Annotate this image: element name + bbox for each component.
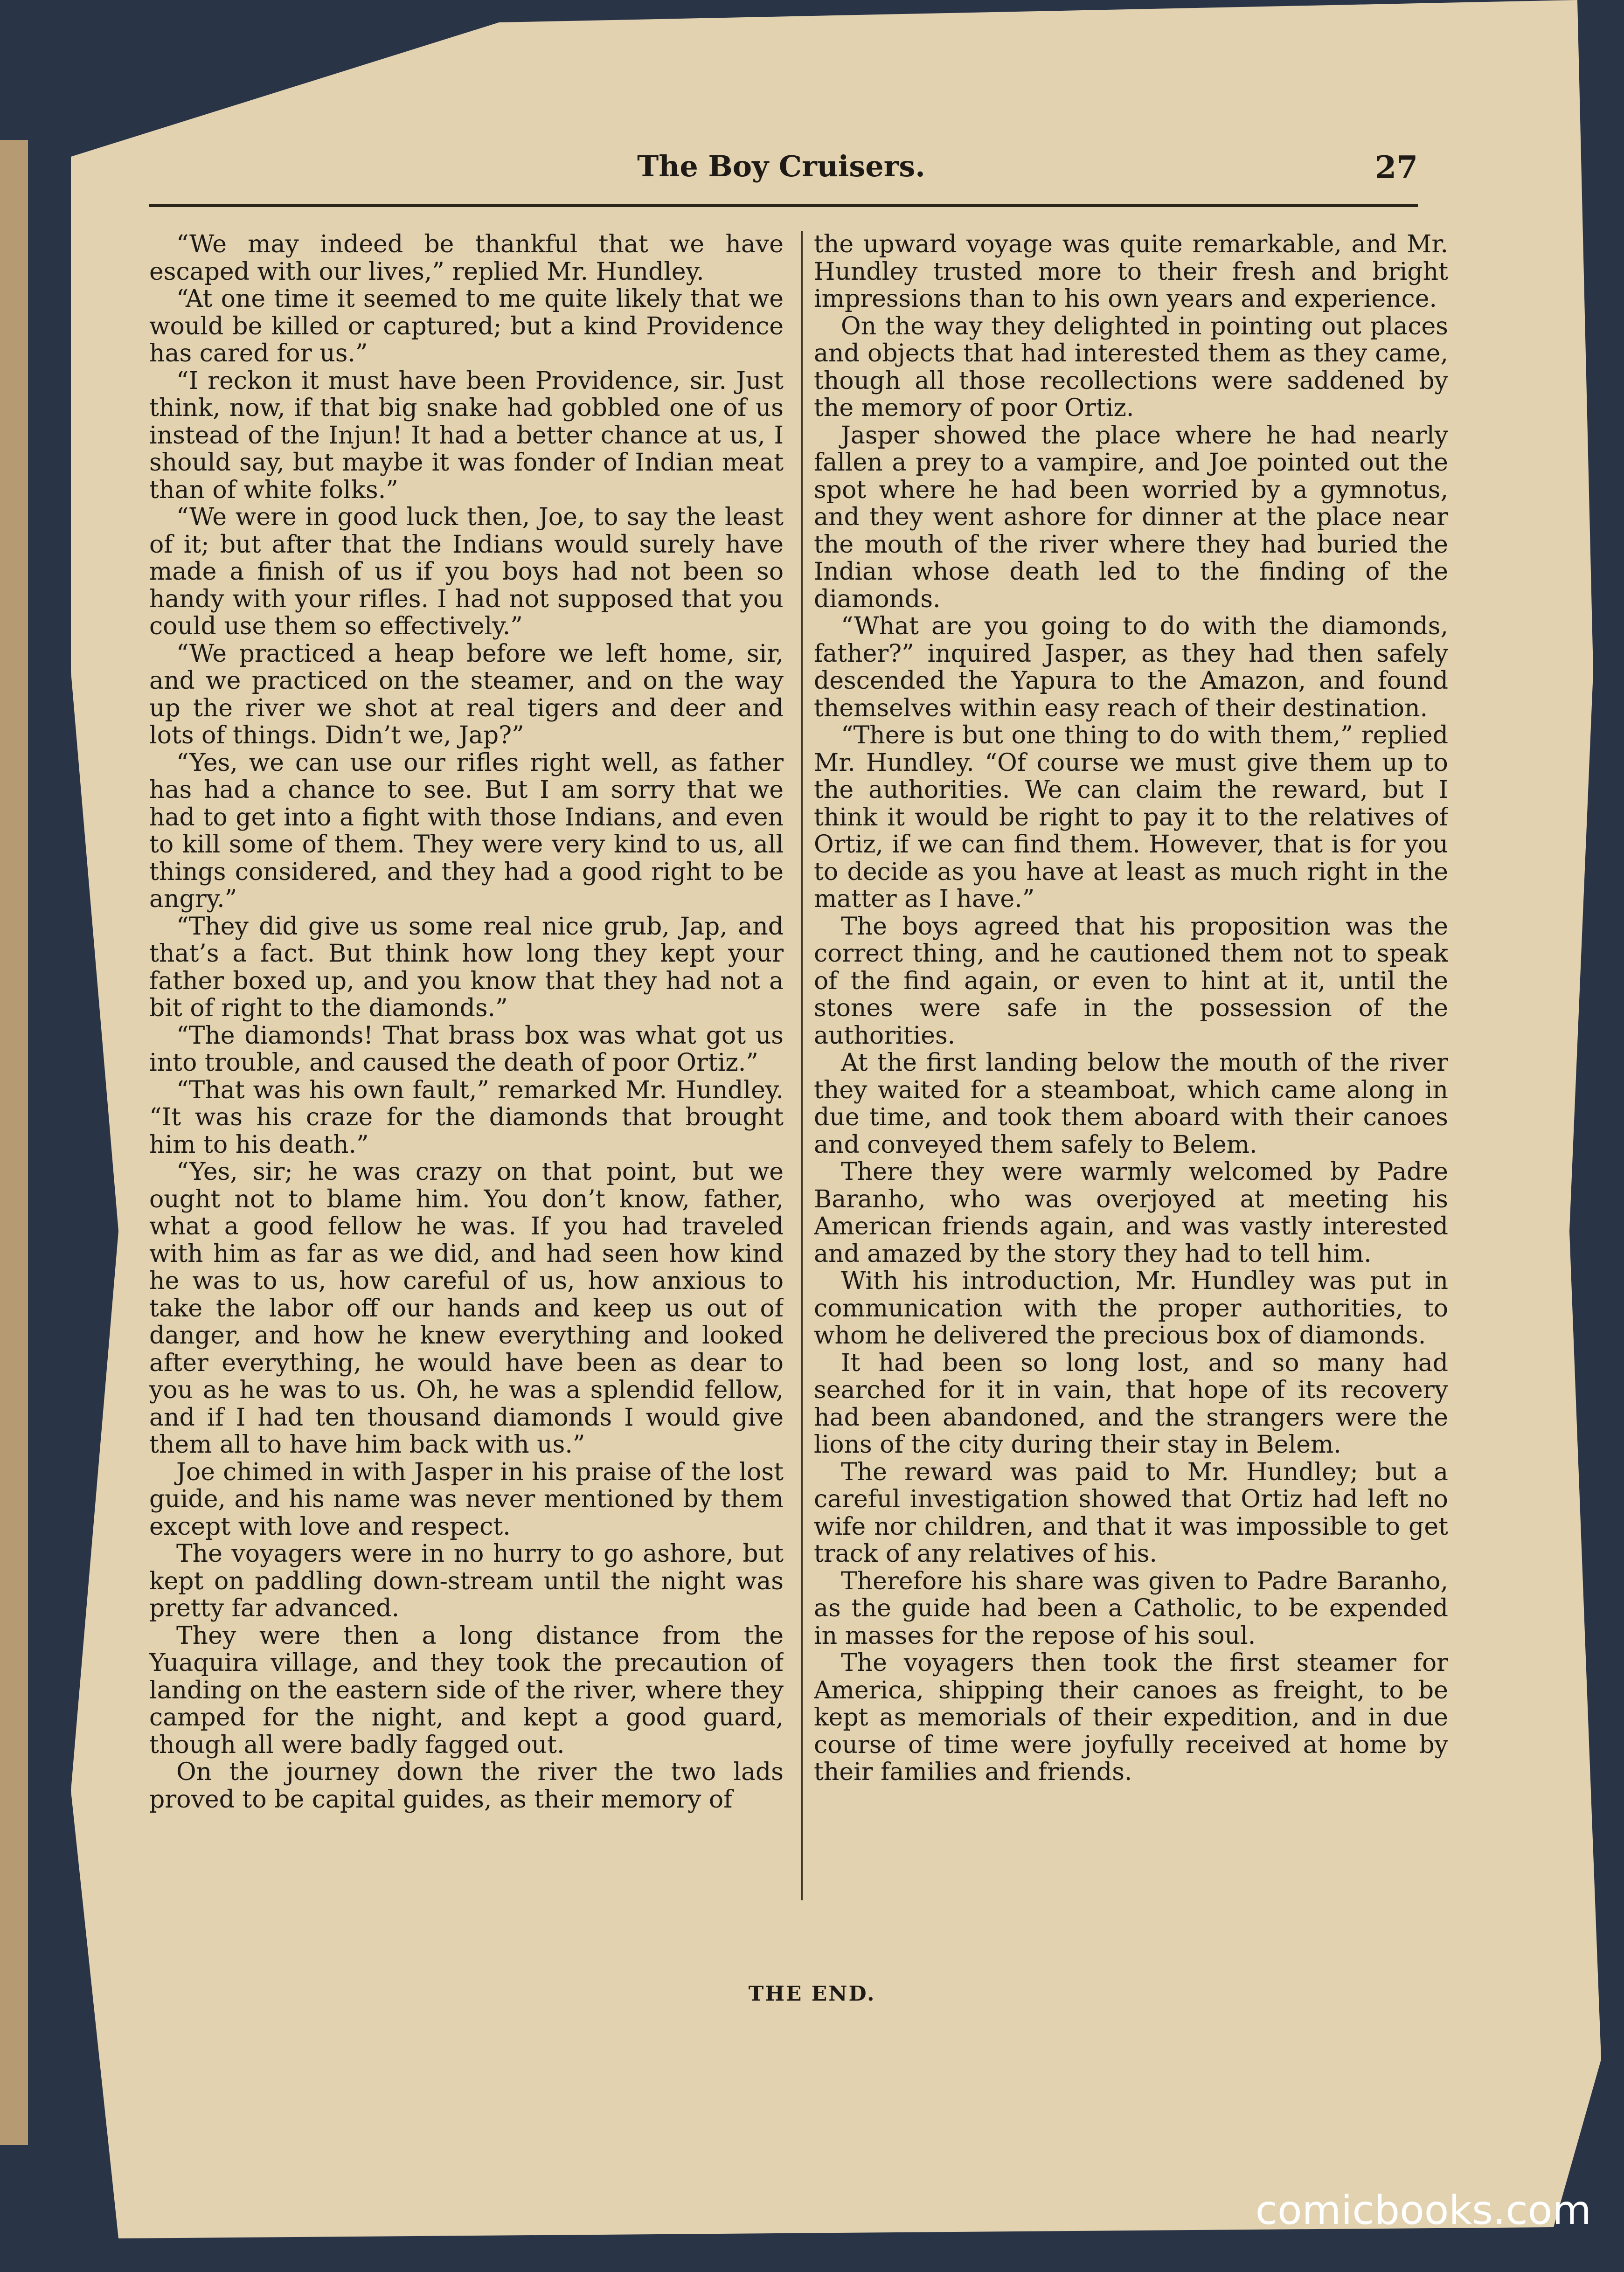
paragraph: With his introduction, Mr. Hundley was put in communication with the proper authorities, to whom he delivered the precious box of diamonds. (814, 1267, 1448, 1350)
paragraph: At the first landing below the mouth of the river they waited for a steamboat, which came along in due time, and took them aboard with their canoes and conveyed them safely to Belem. (814, 1049, 1448, 1159)
paragraph: Jasper showed the place where he had nearly fallen a prey to a vampire, and Joe pointed out the spot where he had been worried by a gymnotus, and they went ashore for dinner at the place near the mouth of the river where they had buried the Indian whose death led to the finding of the diamonds. (814, 421, 1448, 613)
paragraph: The voyagers then took the first steamer for America, shipping their canoes as freight, to be kept as memorials of their expedition, and in due course of time were joyfully received at home by their families and friends. (814, 1649, 1448, 1786)
paragraph: There they were warmly welcomed by Padre Baranho, who was overjoyed at meeting his American friends again, and was vastly interested and amazed by the story they had to tell him. (814, 1158, 1448, 1268)
running-title: The Boy Cruisers. (637, 149, 925, 183)
adjacent-page-edge (0, 140, 28, 2145)
paragraph: “I reckon it must have been Providence, sir. Just think, now, if that big snake had gobbled one of us instead of the Injun! It had a better chance at us, I should say, but maybe it was fonder of Indian meat than of white folks.” (149, 367, 784, 504)
paragraph: “We were in good luck then, Joe, to say the least of it; but after that the Indians would surely have made a finish of us if you boys had not been so handy with your rifles. I had not supposed that you could use them so effectively.” (149, 503, 784, 640)
paragraph: “We practiced a heap before we left home, sir, and we practiced on the steamer, and on the way up the river we shot at real tigers and deer and lots of things. Didn’t we, Jap?” (149, 639, 784, 749)
paragraph: They were then a long distance from the Yuaquira village, and they took the precaution of landing on the eastern side of the river, where they camped for the night, and kept a good guard, though all were badly fagged out. (149, 1621, 784, 1759)
paragraph: “We may indeed be thankful that we have escaped with our lives,” replied Mr. Hundley. (149, 231, 784, 286)
paragraph: The reward was paid to Mr. Hundley; but a careful investigation showed that Ortiz had left no wife nor children, and that it was impossible to get track of any relatives of his. (814, 1458, 1448, 1568)
right-column (814, 231, 1448, 1891)
paragraph: “The diamonds! That brass box was what got us into trouble, and caused the death of poor Ortiz.” (149, 1021, 784, 1077)
paragraph: The voyagers were in no hurry to go ashore, but kept on paddling down-stream until the night was pretty far advanced. (149, 1540, 784, 1622)
page-number: 27 (1375, 149, 1418, 186)
paragraph: “What are you going to do with the diamonds, father?” inquired Jasper, as they had then safely descended the Yapura to the Amazon, and found themselves within easy reach of their destination. (814, 612, 1448, 722)
watermark: comicbooks.com (1255, 2187, 1591, 2234)
paragraph: “Yes, we can use our rifles right well, as father has had a chance to see. But I am sorry that we had to get into a fight with those Indians, and even to kill some of them. They were very kind to us, all things considered, and they had a good right to be angry.” (149, 748, 784, 913)
running-header (145, 149, 1418, 191)
paragraph: “That was his own fault,” remarked Mr. Hundley. “It was his craze for the diamonds that brought him to his death.” (149, 1076, 784, 1159)
paragraph: It had been so long lost, and so many had searched for it in vain, that hope of its recovery had been abandoned, and the strangers were the lions of the city during their stay in Belem. (814, 1349, 1448, 1459)
left-column (149, 231, 784, 1891)
paragraph: On the journey down the river the two lads proved to be capital guides, as their memory of (149, 1758, 784, 1814)
paragraph-continued: the upward voyage was quite remarkable, and Mr. Hundley trusted more to their fresh and bright impressions than to his own years and experience. (814, 231, 1448, 313)
paragraph: The boys agreed that his proposition was the correct thing, and he cautioned them not to speak of the find again, or even to hint at it, until the stones were safe in the possession of the authorities. (814, 912, 1448, 1050)
end-note: THE END. (748, 1982, 876, 2006)
paragraph: “They did give us some real nice grub, Jap, and that’s a fact. But think how long they kept your father boxed up, and you know that they had not a bit of right to the diamonds.” (149, 912, 784, 1022)
column-divider (801, 231, 803, 1900)
paragraph: “At one time it seemed to me quite likely that we would be killed or captured; but a kind Providence has cared for us.” (149, 285, 784, 367)
paragraph: Joe chimed in with Jasper in his praise of the lost guide, and his name was never mentioned by them except with love and respect. (149, 1458, 784, 1541)
paragraph: “There is but one thing to do with them,” replied Mr. Hundley. “Of course we must give them up to the authorities. We can claim the reward, but I think it would be right to pay it to the relatives of Ortiz, if we can find them. However, that is for you to decide as you have at least as much right in the matter as I have.” (814, 721, 1448, 913)
paragraph: Therefore his share was given to Padre Baranho, as the guide had been a Catholic, to be expended in masses for the repose of his soul. (814, 1567, 1448, 1650)
header-rule (149, 204, 1418, 207)
paragraph: “Yes, sir; he was crazy on that point, but we ought not to blame him. You don’t know, father, what a good fellow he was. If you had traveled with him as far as we did, and had seen how kind he was to us, how careful of us, how anxious to take the labor off our hands and keep us out of danger, and how he knew everything and looked after everything, he would have been as dear to you as he was to us. Oh, he was a splendid fellow, and if I had ten thousand diamonds I would give them all to have him back with us.” (149, 1158, 784, 1459)
paragraph: On the way they delighted in pointing out places and objects that had interested them as they came, though all those recollections were saddened by the memory of poor Ortiz. (814, 312, 1448, 422)
